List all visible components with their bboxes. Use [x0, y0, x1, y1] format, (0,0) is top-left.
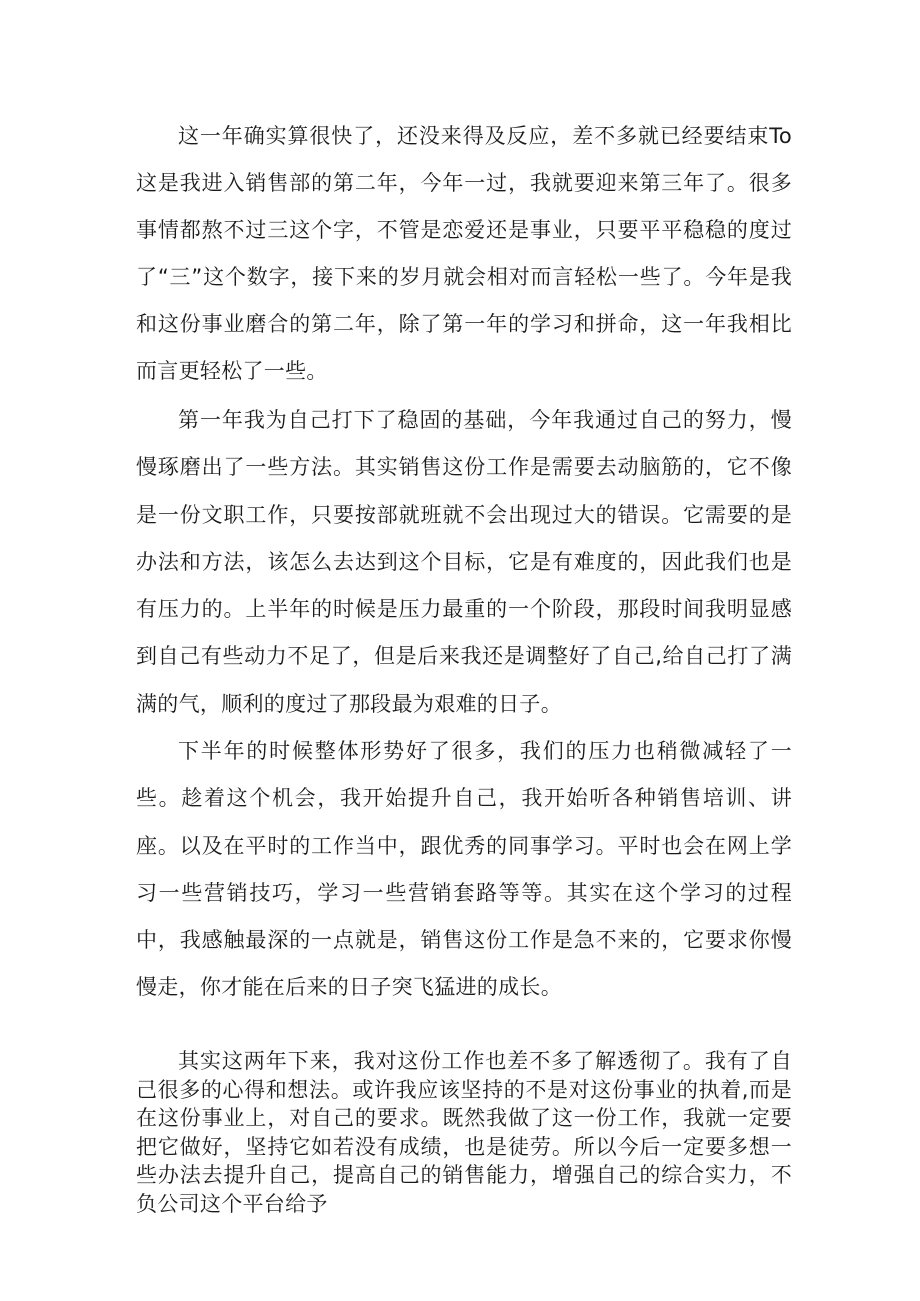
paragraph-1: 这一年确实算很快了，还没来得及反应，差不多就已经要结束To这是我进入销售部的第二年，今年一过，我就要迎来第三年了。很多事情都熬不过三这个字，不管是恋爱还是事业，只要平平稳稳的度过了“三”这个数字，接下来的岁月就会相对而言轻松一些了。今年是我和这份事业磨合的第二年，除了第一年的学习和拼命，这一年我相比而言更轻松了一些。 — [136, 124, 792, 383]
paragraph-3: 下半年的时候整体形势好了很多，我们的压力也稍微减轻了一些。趁着这个机会，我开始提升自己，我开始听各种销售培训、讲座。以及在平时的工作当中，跟优秀的同事学习。平时也会在网上学习一些营销技巧，学习一些营销套路等等。其实在这个学习的过程中，我感触最深的一点就是，销售这份工作是急不来的，它要求你慢慢走，你才能在后来的日子突飞猛进的成长。 — [136, 739, 792, 1000]
paragraph-4: 其实这两年下来，我对这份工作也差不多了解透彻了。我有了自己很多的心得和想法。或许我应该坚持的不是对这份事业的执着,而是在这份事业上，对自己的要求。既然我做了这一份工作，我就一定要把它做好，坚持它如若没有成绩，也是徒劳。所以今后一定要多想一些办法去提升自己，提高自己的销售能力，增强自己的综合实力，不负公司这个平台给予 — [136, 1049, 792, 1216]
paragraph-2: 第一年我为自己打下了稳固的基础，今年我通过自己的努力，慢慢琢磨出了一些方法。其实销售这份工作是需要去动脑筋的，它不像是一份文职工作，只要按部就班就不会出现过大的错误。它需要的是办法和方法，该怎么去达到这个目标，它是有难度的，因此我们也是有压力的。上半年的时候是压力最重的一个阶段，那段时间我明显感到自己有些动力不足了，但是后来我还是调整好了自己,给自己打了满满的气，顺利的度过了那段最为艰难的日子。 — [136, 408, 792, 716]
